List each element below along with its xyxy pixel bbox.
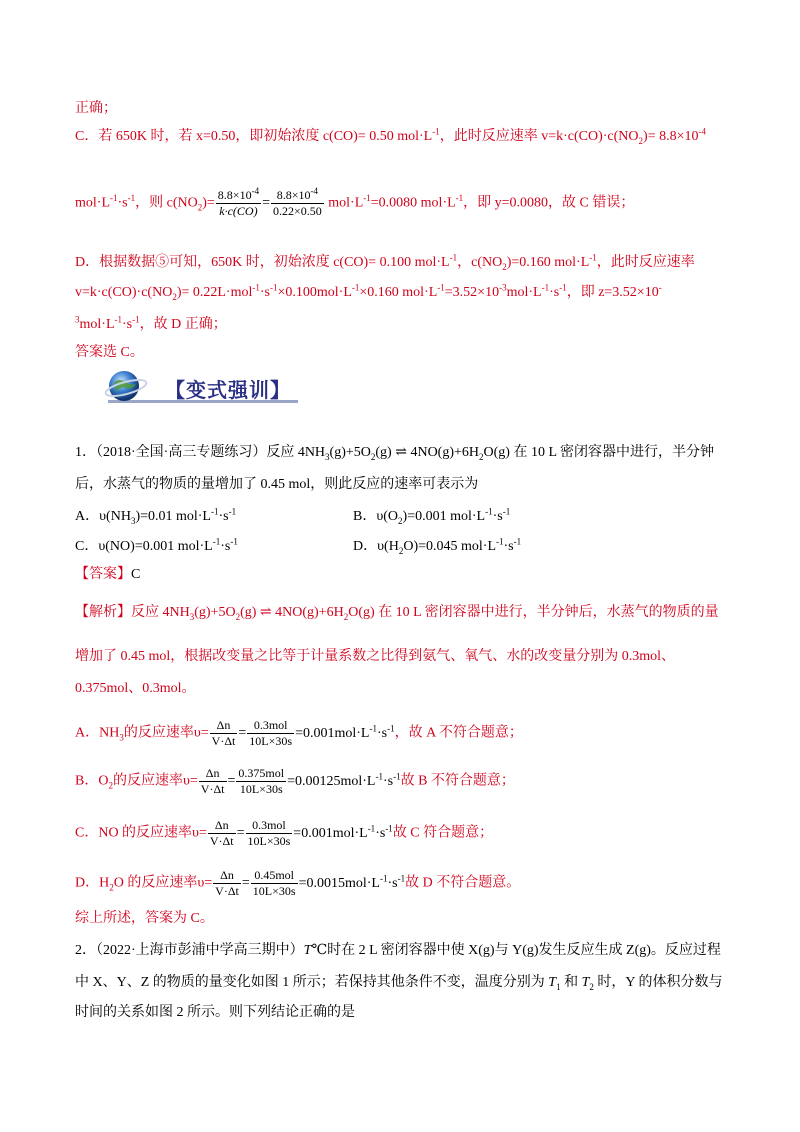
- prev-option-d-line1: D．根据数据⑤可知，650K 时，初始浓度 c(CO)= 0.100 $mol\cdot L^{-1}$，$c(NO_2)=0.160$ $mol\cdot L^{-1}$，此时反应速率: [75, 252, 695, 272]
- q1-analysis-line3: 0.375mol、0.3mol。: [75, 681, 196, 696]
- q1-analysis-d: D．$H_2O$ 的反应速率υ= $\frac{\Delta n}{V\cdot\Delta t}$ = $\frac{\text{0.45mol}}{10L\times 30s}$ $=0.0015mol\cdot L^{-1}\cdot s^{-1}$故 D 不符合题意。: [75, 868, 521, 898]
- q1-answer: 【答案】C: [75, 567, 141, 582]
- equilibrium-arrow-icon: ⇌: [395, 445, 407, 460]
- prev-option-d-line2: $v=k\cdot c(CO)\cdot c(NO_2)= 0.22L\cdot mol^{-1}\cdot s^{-1}\times 0.100mol\cdot L^{-1}\times 0.160$ $mol\cdot L^{-1}=3.52\times 10^{-3}mol\cdot L^{-1}\cdot s^{-1}$，即 z=3.52×10-: [75, 282, 662, 302]
- q1-analysis-line1: 【解析】反应 $4NH_3(g)+5O_2(g)$ ⇌ $4NO(g)+6H_2O(g)$ 在 10 L 密闭容器中进行，半分钟后，水蒸气的物质的量: [75, 605, 719, 622]
- q2-stem-line3: 时间的关系如图 2 所示。则下列结论正确的是: [75, 1005, 355, 1020]
- q2-stem-line1: 2．（2022·上海市彭浦中学高三期中）T℃时在 2 L 密闭容器中使 X(g)与 Y(g)发生反应生成 Z(g)。反应过程: [75, 943, 721, 958]
- q1-option-d[interactable]: D．$\upsilon(H_2O)=0.045$ $mol\cdot L^{-1}\cdot s^{-1}$: [353, 536, 522, 556]
- q1-analysis-a: A．$NH_3$的反应速率υ= $\frac{\Delta n}{V\cdot\Delta t}$ = $\frac{\text{0.3mol}}{10L\times 30s}$ $=0.001mol\cdot L^{-1}\cdot s^{-1}$，故 A 不符合题意；: [75, 718, 523, 748]
- fraction-k-c-co: $\frac{8.8\times 10^{-4}}{k\cdot c(CO)}$: [217, 186, 260, 218]
- q1-summary: 综上所述，答案为 C。: [75, 911, 214, 926]
- fraction-numeric: $\frac{8.8\times 10^{-4}}{0.22\times 0.50}$: [272, 186, 322, 218]
- globe-icon: [104, 366, 148, 404]
- q1-option-b[interactable]: B．$\upsilon(O_2)=0.001$ $mol\cdot L^{-1}\cdot s^{-1}$: [353, 506, 511, 526]
- section-banner-title: 【变式强训】: [165, 378, 291, 402]
- q1-option-c[interactable]: C．υ(NO)=0.001 $mol\cdot L^{-1}\cdot s^{-1}$: [75, 536, 238, 554]
- q1-analysis-line2: 增加了 0.45 mol，根据改变量之比等于计量系数之比得到氨气、氧气、水的改变量分别为 0.3mol、: [75, 649, 676, 664]
- prev-option-c-line1: C．若 650K 时，若 x=0.50，即初始浓度 c(CO)= 0.50 $mol\cdot L^{-1}$，此时反应速率 $v=k\cdot c(CO)\cdot c(NO_2)= 8.8\times 10^{-4}$: [75, 126, 706, 146]
- equilibrium-arrow-icon: ⇌: [259, 605, 272, 620]
- q1-option-a[interactable]: A．$\upsilon(NH_3)=0.01$ $mol\cdot L^{-1}\cdot s^{-1}$: [75, 506, 237, 526]
- q2-stem-line2: 中 X、Y、Z 的物质的量变化如图 1 所示；若保持其他条件不变，温度分别为 $T_1$ 和 $T_2$ 时，Y 的体积分数与: [75, 975, 723, 992]
- q1-stem-line2: 后，水蒸气的物质的量增加了 0.45 mol，则此反应的速率可表示为: [75, 477, 479, 492]
- prev-line-correct: 正确；: [75, 101, 117, 116]
- prev-option-d-line3: $^3mol\cdot L^{-1}\cdot s^{-1}$，故 D 正确；: [75, 314, 227, 332]
- q1-analysis-b: B．$O_2$的反应速率υ= $\frac{\Delta n}{V\cdot\Delta t}$ = $\frac{\text{0.375mol}}{10L\times 30s}$ $=0.00125mol\cdot L^{-1}\cdot s^{-1}$故 B 不符合题意；: [75, 766, 515, 796]
- q1-stem-line1: 1．（2018·全国·高三专题练习）反应 $4NH_3(g)+5O_2(g)$ ⇌ $4NO(g)+6H_2O(g)$ 在 10 L 密闭容器中进行，半分钟: [75, 445, 714, 462]
- q1-analysis-c: C．NO 的反应速率υ= $\frac{\Delta n}{V\cdot\Delta t}$ = $\frac{\text{0.3mol}}{10L\times 30s}$ $=0.001mol\cdot L^{-1}\cdot s^{-1}$故 C 符合题意；: [75, 818, 494, 848]
- prev-answer: 答案选 C。: [75, 345, 144, 360]
- prev-option-c-line2: $mol\cdot L^{-1}\cdot s^{-1}$，则 $c(NO_2)=$ $\frac{8.8\times 10^{-4}}{k\cdot c(CO)}$ = $\frac{8.8\times 10^{-4}}{0.22\times 0.50}$ $mol\cdot L^{-1}=0.0080$ $mol\cdot L^{-1}$，即 y=0.0080，故 C 错误；: [75, 186, 635, 218]
